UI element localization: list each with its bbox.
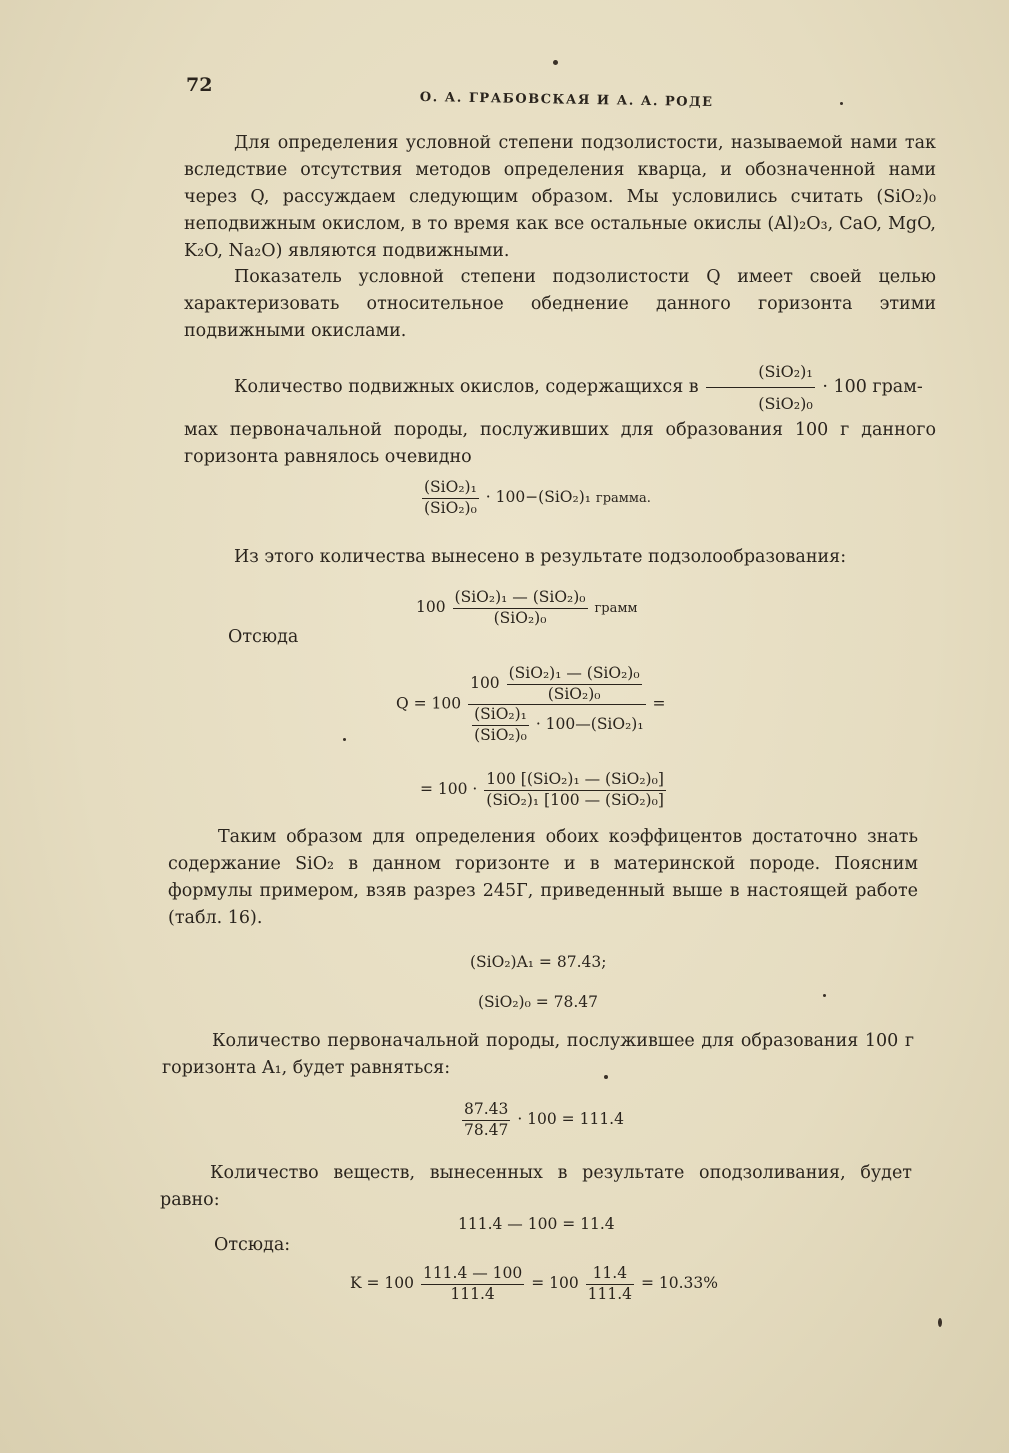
fraction-numerator: 87.43 xyxy=(462,1102,510,1121)
fraction-numerator: (SiO₂)₁ — (SiO₂)₀ xyxy=(453,590,588,609)
fraction-denominator: (SiO₂)₀ xyxy=(424,498,477,517)
fraction-denominator: (SiO₂)₁ [100 — (SiO₂)₀] xyxy=(486,790,664,809)
running-head: О. А. ГРАБОВСКАЯ И А. А. РОДЕ xyxy=(419,90,714,111)
compound-denominator xyxy=(468,705,646,743)
fraction-numerator: 100 [(SiO₂)₁ — (SiO₂)₀] xyxy=(484,772,666,791)
formula-equals: = xyxy=(652,694,666,713)
formula-fraction xyxy=(453,590,588,626)
paper-speck xyxy=(823,994,826,997)
fraction-numerator: 11.4 xyxy=(586,1266,634,1285)
fraction-numerator: 111.4 — 100 xyxy=(421,1266,524,1285)
paragraph-substances: Количество веществ, вынесенных в результате оподзоливания, будет равно: xyxy=(160,1163,912,1210)
text-before-fraction: Количество подвижных окислов, содержащихся в xyxy=(234,377,699,397)
fraction-denominator: (SiO₂)₀ xyxy=(474,725,527,744)
compound-numerator xyxy=(468,666,646,705)
fraction-denominator: (SiO₂)₀ xyxy=(493,608,547,627)
fraction-numerator: (SiO₂)₁ xyxy=(422,480,479,499)
formula-prefix: = 100 · xyxy=(420,780,478,798)
paper-speck xyxy=(840,102,843,105)
formula-lhs: K = 100 xyxy=(350,1274,415,1292)
formula-compound-fraction xyxy=(468,666,646,743)
formula-q xyxy=(396,666,666,743)
fraction-denominator: (SiO₂)₀ xyxy=(547,684,601,703)
formula-original-rock xyxy=(460,1102,624,1138)
formula-removed-grams xyxy=(416,590,638,626)
fraction-denominator: 111.4 xyxy=(587,1284,633,1303)
formula-fraction-2 xyxy=(586,1266,634,1302)
paragraph-indicator: Показатель условной степени подзолистости Q имеет своей целью характеризовать относительное обеднение данного горизонта этими подвижными окислами. xyxy=(184,267,936,341)
page-number: 72 xyxy=(186,74,213,96)
inner-prefix: 100 xyxy=(470,674,500,692)
formula-prefix: 100 xyxy=(416,598,446,616)
formula-fraction xyxy=(462,1102,510,1138)
formula-rest: · 100 = 111.4 xyxy=(517,1110,624,1128)
formula-fraction-1 xyxy=(421,1266,524,1302)
formula-k xyxy=(350,1266,718,1302)
formula-q-simplified xyxy=(420,772,668,808)
formula-difference: 111.4 — 100 = 11.4 xyxy=(458,1215,615,1233)
formula-lhs: Q = 100 xyxy=(396,694,462,713)
formula-rhs: = 10.33% xyxy=(640,1274,718,1292)
paragraph-mobile-oxides xyxy=(184,358,936,471)
paper-speck xyxy=(938,1318,942,1327)
inner-fraction xyxy=(507,666,642,702)
paragraph-removed: Из этого количества вынесено в результате подзолообразования: xyxy=(234,547,847,567)
formula-sio2-a1: (SiO₂)A₁ = 87.43; xyxy=(470,953,607,971)
paper-speck xyxy=(604,1075,608,1079)
formula-mid: = 100 xyxy=(531,1274,579,1292)
formula-unit: грамма. xyxy=(595,491,651,506)
paper-speck xyxy=(343,738,346,741)
paragraph-definition: Для определения условной степени подзолистости, называемой нами так вследствие отсутствия методов определения кварца, и обозначенной нами через Q, рассуждаем следующим образом. Мы условились считать (SiO₂)₀ неподвижным окислом, в то время как все остальные окислы (Al)₂O₃, CaO, MgO, K₂O, Na₂O) являются подвижными. xyxy=(184,133,936,261)
paragraph-example: Таким образом для определения обоих коэффицентов достаточно знать содержание SiO₂ в данном горизонте и в материнской породе. Поясним формулы примером, взяв разрез 245Г, приведенный выше в настоящей работе (табл. 16). xyxy=(168,827,918,928)
label-otsyuda-2: Отсюда: xyxy=(214,1235,291,1255)
fraction-denominator: 78.47 xyxy=(464,1120,509,1139)
formula-grams xyxy=(420,480,651,516)
formula-rest: · 100−(SiO₂)₁ xyxy=(485,488,591,506)
text-after-fraction: · 100 грам- xyxy=(822,377,923,397)
paragraph-continuation: мах первоначальной породы, послуживших для образования 100 г данного горизонта равнялось очевидно xyxy=(184,420,936,467)
fraction-numerator: (SiO₂)₁ — (SiO₂)₀ xyxy=(507,666,642,685)
paper-speck xyxy=(553,60,558,65)
fraction-denominator: 111.4 xyxy=(450,1284,495,1303)
fraction-numerator: (SiO₂)₁ xyxy=(706,358,815,388)
formula-sio2-0: (SiO₂)₀ = 78.47 xyxy=(478,993,599,1011)
paragraph-original-rock: Количество первоначальной породы, послужившее для образования 100 г горизонта A₁, будет равняться: xyxy=(162,1031,914,1078)
label-otsyuda: Отсюда xyxy=(228,627,299,647)
formula-fraction xyxy=(422,480,479,516)
formula-unit: грамм xyxy=(594,601,638,616)
denominator-rest: · 100—(SiO₂)₁ xyxy=(535,715,644,733)
fraction-denominator: (SiO₂)₀ xyxy=(758,394,813,413)
inner-fraction xyxy=(472,707,529,743)
inline-fraction xyxy=(706,358,815,417)
formula-fraction xyxy=(484,772,666,808)
fraction-numerator: (SiO₂)₁ xyxy=(472,707,529,726)
